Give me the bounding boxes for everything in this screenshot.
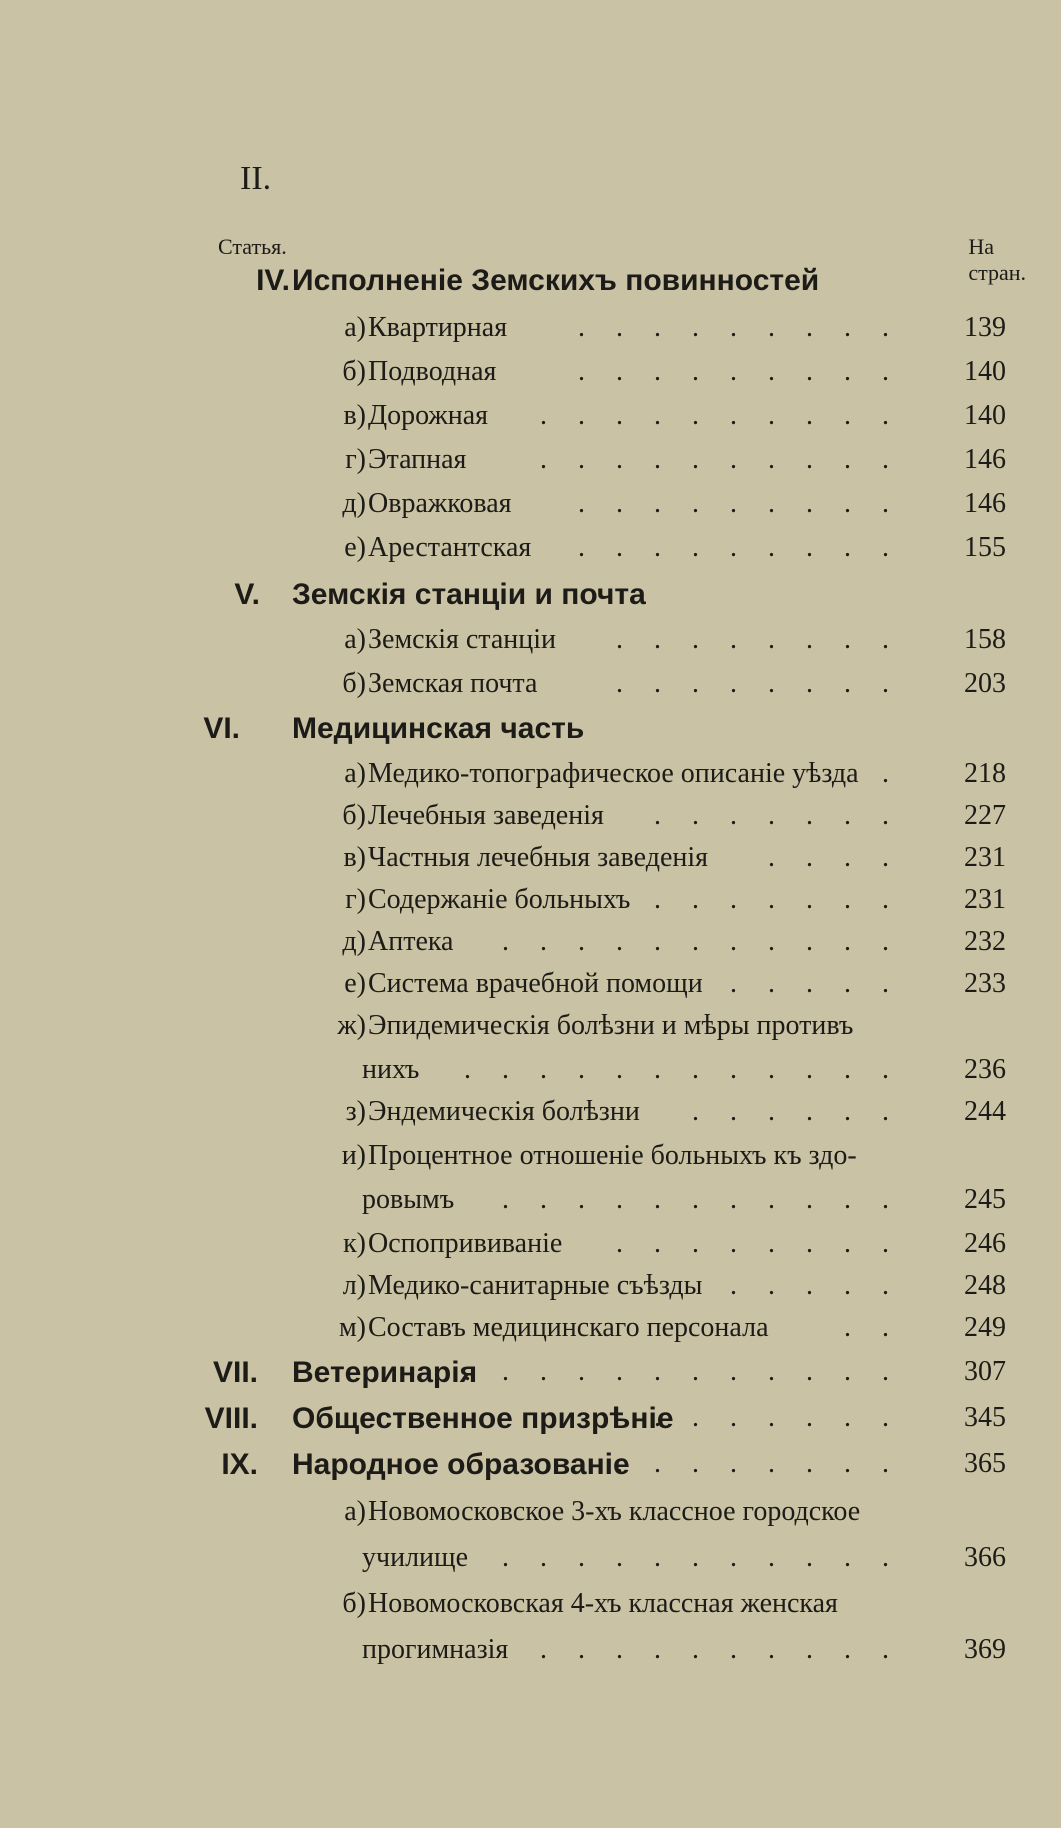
- leader-dots: . . . . . . .: [654, 800, 901, 831]
- entry-letter: з): [345, 1096, 366, 1127]
- section-number: V.: [234, 578, 260, 611]
- section-page: 307: [964, 1356, 1006, 1387]
- leader-dots: . . . . . . . . . . .: [502, 1542, 901, 1573]
- entry-letter: а): [344, 312, 366, 343]
- leader-dots: . . . . . . . . .: [578, 312, 901, 343]
- toc-entry: [0, 842, 1061, 882]
- section-number: VI.: [203, 712, 240, 745]
- section-number: IV.: [256, 264, 290, 297]
- entry-letter: м): [338, 1312, 366, 1343]
- section-vii: [0, 1356, 1061, 1396]
- leader-dots: . .: [844, 1312, 901, 1343]
- entry-label: Земскія станціи: [368, 624, 557, 655]
- entry-letter: г): [345, 884, 366, 915]
- entry-label: Оспопрививаніе: [368, 1228, 563, 1259]
- entry-label: Этапная: [368, 444, 467, 475]
- entry-label: Подводная: [368, 356, 497, 387]
- leader-dots: . . . . . . . . . . . .: [464, 1356, 901, 1387]
- entry-page: 158: [964, 624, 1006, 655]
- leader-dots: . . . . . . . .: [616, 668, 901, 699]
- section-title: Ветеринарія: [292, 1356, 478, 1389]
- toc-entry: [0, 1010, 1061, 1094]
- leader-dots: . . . . . . .: [654, 884, 901, 915]
- leader-dots: . . . . . . . . . .: [540, 400, 901, 431]
- entry-label: Овражковая: [368, 488, 512, 519]
- entry-letter: б): [342, 356, 366, 387]
- entry-page: 227: [964, 800, 1006, 831]
- entry-letter: а): [344, 1496, 366, 1527]
- leader-dots: . . . . .: [730, 968, 901, 999]
- entry-letter: е): [344, 532, 366, 563]
- leader-dots: . . . . . . . . . . . .: [464, 1054, 901, 1085]
- toc-entry: [0, 968, 1061, 1008]
- entry-page: 248: [964, 1270, 1006, 1301]
- section-page: 365: [964, 1448, 1006, 1479]
- leader-dots: .: [882, 758, 901, 789]
- entry-label: Частныя лечебныя заведенія: [368, 842, 709, 873]
- toc-entry: [0, 1270, 1061, 1310]
- leader-dots: . . . .: [768, 842, 901, 873]
- entry-label-continuation: ровымъ: [362, 1184, 455, 1215]
- entry-page: 236: [964, 1054, 1006, 1085]
- leader-dots: . . . . . . . . . . .: [502, 1184, 901, 1215]
- column-header-page: На стран.: [968, 234, 1026, 285]
- leader-dots: . . . . . . . .: [616, 624, 901, 655]
- toc-entry: [0, 312, 1061, 352]
- entry-page: 231: [964, 842, 1006, 873]
- entry-label: Новомосковское 3-хъ классное городское: [368, 1496, 861, 1527]
- column-header-article: Статья.: [218, 234, 287, 259]
- entry-label: Медико-топографическое описаніе уѣзда: [368, 758, 859, 789]
- entry-page: 146: [964, 444, 1006, 475]
- toc-entry: [0, 1140, 1061, 1224]
- entry-label: Новомосковская 4-хъ классная женская: [368, 1588, 838, 1619]
- entry-page: 232: [964, 926, 1006, 957]
- entry-letter: б): [342, 668, 366, 699]
- section-title: Исполненіе Земскихъ повинностей: [292, 264, 820, 297]
- leader-dots: . . . . . . . . . .: [540, 444, 901, 475]
- section-title: Медицинская часть: [292, 712, 585, 745]
- entry-page: 146: [964, 488, 1006, 519]
- entry-letter: в): [343, 400, 366, 431]
- entry-page: 244: [964, 1096, 1006, 1127]
- toc-entry: [0, 356, 1061, 396]
- toc-entry: [0, 624, 1061, 664]
- entry-label: Квартирная: [368, 312, 508, 343]
- entry-letter: е): [344, 968, 366, 999]
- toc-entry: [0, 1228, 1061, 1268]
- entry-label: Медико-санитарные съѣзды: [368, 1270, 703, 1301]
- toc-entry: [0, 926, 1061, 966]
- leader-dots: . . . . . . . .: [616, 1228, 901, 1259]
- entry-page: 245: [964, 1184, 1006, 1215]
- section-title: Земскія станціи и почта: [292, 578, 646, 611]
- entry-letter: и): [341, 1140, 366, 1171]
- entry-page: 369: [964, 1634, 1006, 1665]
- entry-letter: б): [342, 1588, 366, 1619]
- entry-page: 249: [964, 1312, 1006, 1343]
- entry-label: Дорожная: [368, 400, 489, 431]
- entry-letter: б): [342, 800, 366, 831]
- leader-dots: . . . . . . . . .: [578, 356, 901, 387]
- entry-label: Система врачебной помощи: [368, 968, 703, 999]
- leader-dots: . . . . . . . .: [616, 1448, 901, 1479]
- entry-letter: ж): [337, 1010, 366, 1041]
- entry-page: 233: [964, 968, 1006, 999]
- section-ix: [0, 1448, 1061, 1488]
- page-marker: II.: [240, 160, 272, 197]
- section-v: [0, 578, 1061, 618]
- entry-page: 155: [964, 532, 1006, 563]
- section-iv: [0, 264, 1061, 304]
- entry-label-continuation: нихъ: [362, 1054, 420, 1085]
- leader-dots: . . . . . . . . .: [578, 488, 901, 519]
- entry-label: Аптека: [368, 926, 454, 957]
- leader-dots: . . . . . . . . . .: [540, 1634, 901, 1665]
- entry-page: 218: [964, 758, 1006, 789]
- leader-dots: . . . . . .: [692, 1096, 901, 1127]
- entry-label: Лечебныя заведенія: [368, 800, 604, 831]
- toc-entry: [0, 1588, 1061, 1672]
- entry-page: 140: [964, 400, 1006, 431]
- entry-label: Содержаніе больныхъ: [368, 884, 631, 915]
- entry-page: 366: [964, 1542, 1006, 1573]
- section-number: VII.: [212, 1356, 258, 1389]
- entry-letter: г): [345, 444, 366, 475]
- entry-letter: к): [343, 1228, 366, 1259]
- entry-label: Арестантская: [368, 532, 532, 563]
- leader-dots: . . . . . . . . . . .: [502, 926, 901, 957]
- toc-entry: [0, 884, 1061, 924]
- section-title: Народное образованіе: [292, 1448, 630, 1481]
- section-number: VIII.: [204, 1402, 258, 1435]
- toc-entry: [0, 532, 1061, 572]
- section-number: IX.: [221, 1448, 258, 1481]
- toc-entry: [0, 444, 1061, 484]
- toc-entry: [0, 758, 1061, 798]
- section-page: 345: [964, 1402, 1006, 1433]
- entry-page: 246: [964, 1228, 1006, 1259]
- section-title: Общественное призрѣніе: [292, 1402, 674, 1435]
- toc-entry: [0, 400, 1061, 440]
- entry-label: Составъ медицинскаго персонала: [368, 1312, 769, 1343]
- toc-entry: [0, 1096, 1061, 1136]
- entry-letter: в): [343, 842, 366, 873]
- section-vi: [0, 712, 1061, 752]
- entry-letter: л): [342, 1270, 366, 1301]
- toc-entry: [0, 800, 1061, 840]
- entry-label: Земская почта: [368, 668, 538, 699]
- leader-dots: . . . . . . . . .: [578, 532, 901, 563]
- leader-dots: . . . . . . .: [654, 1402, 901, 1433]
- entry-label-continuation: училище: [362, 1542, 469, 1573]
- entry-letter: д): [342, 926, 366, 957]
- section-viii: [0, 1402, 1061, 1442]
- entry-letter: д): [342, 488, 366, 519]
- entry-page: 231: [964, 884, 1006, 915]
- entry-page: 140: [964, 356, 1006, 387]
- toc-entry: [0, 668, 1061, 708]
- leader-dots: . . . . .: [730, 1270, 901, 1301]
- toc-entry: [0, 1496, 1061, 1580]
- toc-entry: [0, 1312, 1061, 1352]
- entry-letter: а): [344, 624, 366, 655]
- entry-label: Эпидемическія болѣзни и мѣры противъ: [368, 1010, 854, 1041]
- entry-label: Эндемическія болѣзни: [368, 1096, 640, 1127]
- entry-letter: а): [344, 758, 366, 789]
- toc-entry: [0, 488, 1061, 528]
- entry-page: 203: [964, 668, 1006, 699]
- entry-label-continuation: прогимназія: [362, 1634, 509, 1665]
- entry-label: Процентное отношеніе больныхъ къ здо-: [368, 1140, 857, 1171]
- entry-page: 139: [964, 312, 1006, 343]
